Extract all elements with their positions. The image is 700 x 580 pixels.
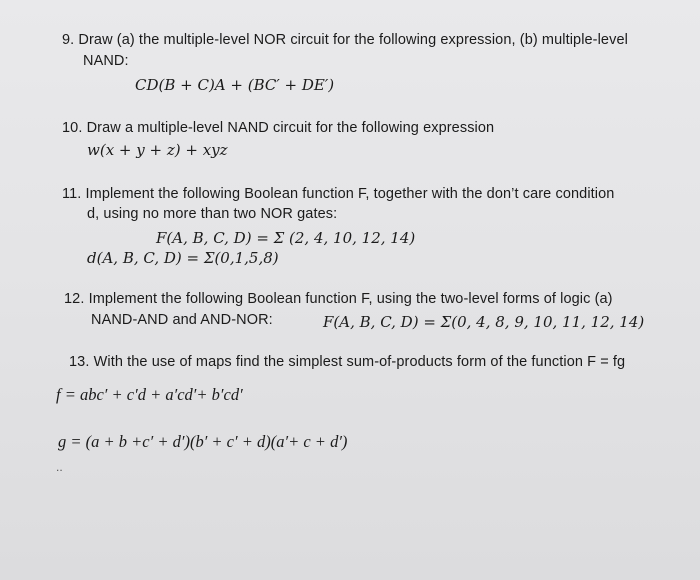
q11-text-line1: 11. Implement the following Boolean function F, together with the don’t care condition [62,186,615,202]
q11-text-line2: d, using no more than two NOR gates: [87,206,338,222]
q9-expression: CD(B + C)A + (BC′ + DE′) [135,76,335,94]
q13-g-expression: g = (a + b +c′ + d′)(b′ + c′ + d)(a′+ c + d′) [58,432,348,451]
q9-text-line1: 9. Draw (a) the multiple-level NOR circuit for the following expression, (b) multiple-level [62,32,628,48]
q13-f-expression: f = abc′ + c′d + a′cd′+ b′cd′ [56,385,243,404]
q12-text-line2: NAND-AND and AND-NOR: [91,312,273,328]
q12-text-line1: 12. Implement the following Boolean function F, using the two-level forms of logic (a) [64,291,613,307]
q11-function-F: F(A, B, C, D) = Σ (2, 4, 10, 12, 14) [156,229,416,247]
q12-function-F: F(A, B, C, D) = Σ(0, 4, 8, 9, 10, 11, 12, 14) [323,313,645,331]
q9-text-line2: NAND: [83,53,129,69]
q10-text: 10. Draw a multiple-level NAND circuit for the following expression [62,120,495,136]
q10-expression: w(x + y + z) + xyz [87,141,228,159]
q11-dont-care-d: d(A, B, C, D) = Σ(0,1,5,8) [87,249,279,267]
q13-text: 13. With the use of maps find the simplest sum-of-products form of the function F = fg [69,354,626,370]
trailing-marks: .. [56,460,63,474]
